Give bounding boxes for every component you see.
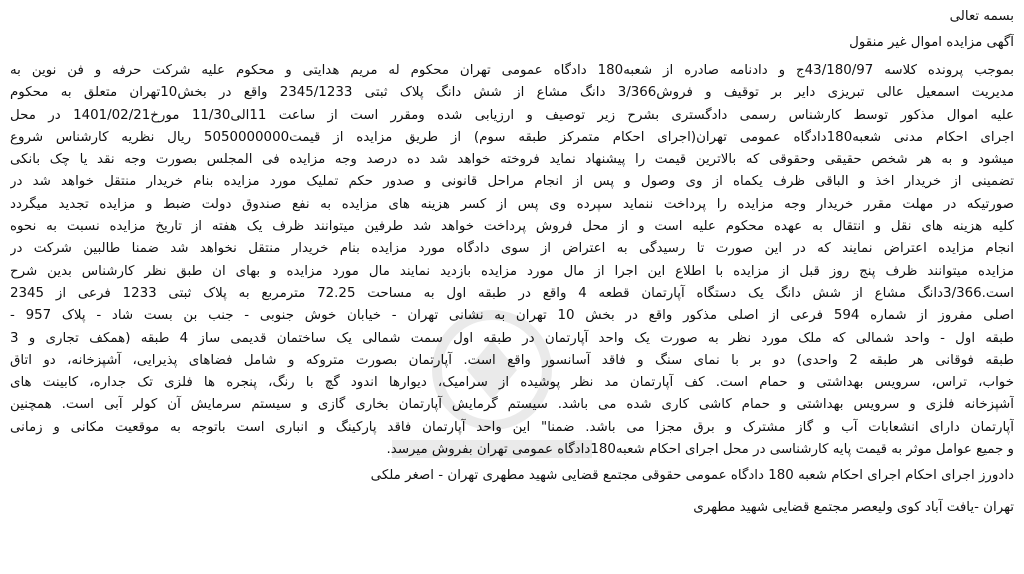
address-line: تهران -یافت آباد کوی ولیعصر مجتمع قضایی شهید مطهری bbox=[693, 500, 1014, 516]
body-line: اجرای احکام مدنی شعبه180دادگاه عمومی تهران(اجرای احکام متمرکز طبقه سوم) از طریق مزایده از قیمت5050000000 ریال نظریه کارشناس شروع bbox=[10, 129, 1014, 145]
body-line: طبقه اول - واحد شمالی که ملک مورد نظر به صورت یک واحد آپارتمان در طبقه اول سمت شمالی یک ساختمان قدیمی ساز 4 طبقه (همکف تجاری و 3 bbox=[10, 330, 1014, 346]
body-last-line: و جمیع عوامل موثر به قیمت پایه کارشناسی در محل اجرای احکام شعبه180دادگاه عمومی تهران بفروش میرسد. bbox=[386, 442, 1014, 458]
body-line: است.3/366دانگ مشاع از شش دانگ یک دستگاه آپارتمان قطعه 4 واقع در طبقه اول به مساحت 72.25 مترمربع به پلاک ثبتی 1233 فرعی از 2345 bbox=[10, 285, 1014, 301]
body-line: کلیه هزینه های نقل و انتقال به عهده محکوم علیه است و از محل فروش پرداخت خواهد شد طرفین میتوانند ظرف یک هفته از تاریخ مزایده نسبت به نحوه bbox=[10, 219, 1014, 235]
body-line: صورتیکه در مهلت مقرر خریدار وجه مزایده را پرداخت ننماید سپرده وی پس از کسر هزینه های مزایده به نفع صندوق دولت ضبط و مزایده تجدید میگردد bbox=[10, 196, 1014, 212]
body-line: مدیریت اسمعیل عالی تبریزی دایر بر توقیف و فروش3/366 دانگ مشاع از شش دانگ پلاک ثبتی 2345/1233 واقع در بخش10تهران متعلق به محکوم bbox=[10, 85, 1014, 101]
invocation-heading: بسمه تعالی bbox=[949, 9, 1014, 24]
body-line: علیه اموال مذکور توسط کارشناس رسمی دادگستری بشرح زیر توصیف و ارزیابی شده ومقرر است از ساعت 11الی11/30 مورخ1401/02/21 در محل bbox=[10, 107, 1014, 123]
body-line: طبقه فوقانی هر طبقه 2 واحدی) دو بر با نمای سنگ و فاقد آسانسور واقع است. آپارتمان بصورت متروکه و شامل فضاهای پذیرایی، آشپزخانه، دو اتاق bbox=[10, 352, 1014, 368]
body-line: مزایده میتوانند ظرف پنج روز قبل از مزایده با اطلاع این اجرا از مال مورد مزایده بازدید نمایند مال مورد مزایده و بهای ان طبق نظر کارشناس بدین شرح bbox=[10, 263, 1014, 279]
body-line: میشود و به هر شخص حقیقی وحقوقی که بالاترین قیمت را پیشنهاد نماید فروخته خواهد شد ده درصد وجه مزایده فی المجلس بصورت وجه نقد یا چک بانکی bbox=[10, 152, 1014, 168]
body-line: انجام مزایده اعتراض نمایند که در این صورت تا رسیدگی به اعتراض از سوی دادگاه مورد مزایده بنام خریدار منتقل نخواهد شد ضمنا طالبین شرکت در bbox=[10, 241, 1014, 257]
body-line: تضمینی از خریدار اخذ و الباقی ظرف یکماه از وی وصول و پس از انجام مراحل قانونی و صدور حکم تملیک مورد مزایده بنام خریدار منتقل خواهد شد در bbox=[10, 174, 1014, 190]
body-line: آشپزخانه فلزی و سرویس بهداشتی و حمام کاشی کاری شده می باشد. سیستم گرمایش آپارتمان بخاری گازی و سیستم سرمایش آن کولر آبی است. همچنین bbox=[10, 397, 1014, 413]
body-line: آپارتمان دارای انشعابات آب و گاز مشترک و برق مجزا می باشد. ضمنا" این واحد آپارتمان فاقد پارکینگ و انباری است باتوجه به موقعیت مکانی و زمانی bbox=[10, 419, 1014, 435]
notice-body bbox=[10, 60, 1014, 461]
notice-title: آگهی مزایده اموال غیر منقول bbox=[849, 35, 1014, 50]
body-line: اصلی مفروز از شماره 594 فرعی از اصلی مذکور واقع در بخش 10 تهران به نشانی تهران - خیابان خوش جنوبی - جنب بن بست شاد - پلاک 957 - bbox=[10, 308, 1014, 324]
signer-line: دادورز اجرای احکام اجرای احکام شعبه 180 دادگاه عمومی حقوقی مجتمع قضایی شهید مطهری تهران - اصغر ملکی bbox=[370, 468, 1014, 484]
body-line: بموجب پرونده کلاسه 43/180/97ج و دادنامه صادره از شعبه180 دادگاه عمومی تهران محکوم له مریم هدایتی و محکوم علیه شرکت حرفه و فن نوین به bbox=[10, 63, 1014, 78]
body-line: خواب، تراس، سرویس بهداشتی و حمام است. کف آپارتمان مد نظر پوشیده از سرامیک، دیوارها اندود گچ با رنگ، پنجره ها فلزی تک جداره، کابینت های bbox=[10, 375, 1014, 391]
